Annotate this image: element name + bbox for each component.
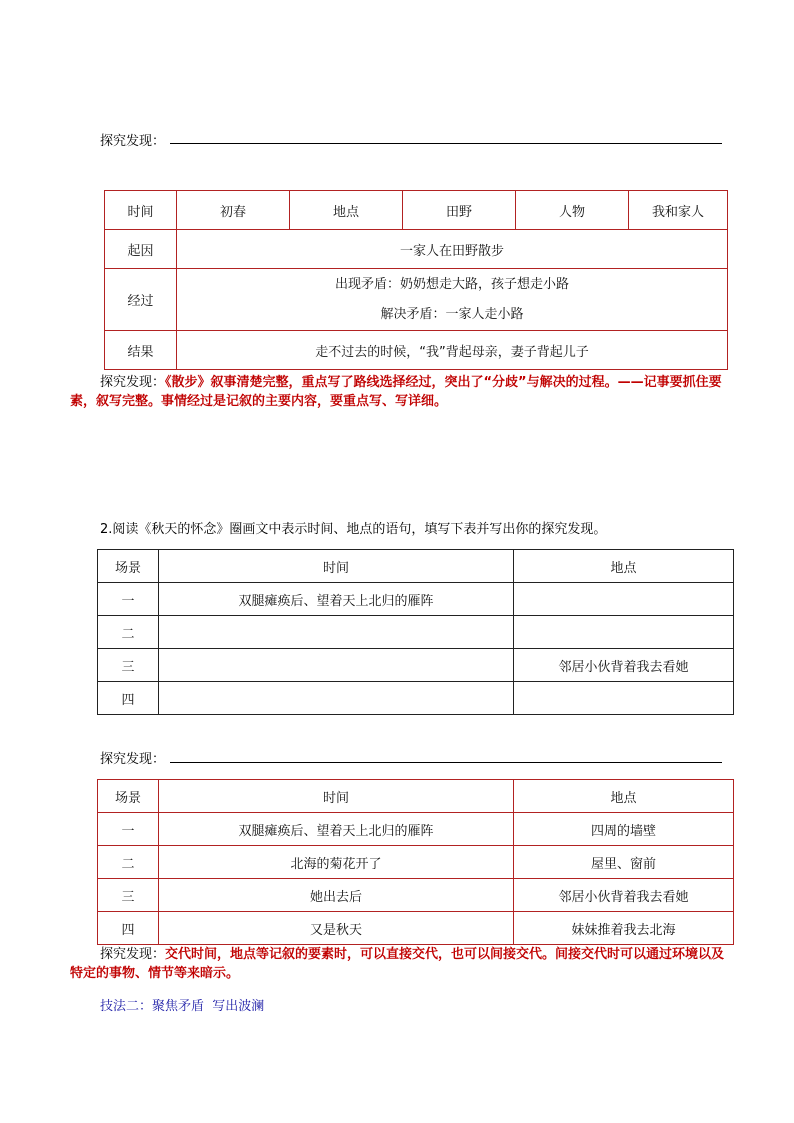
table-row [105,331,728,370]
place-cell: 四周的墙壁 [514,813,734,846]
finding-paragraph-2 [70,945,730,983]
table-header-row [98,780,734,813]
answer-scene-table [97,779,734,945]
time-cell[interactable] [159,682,514,715]
header-cell: 时间 [105,191,177,230]
answer-blank-line-2[interactable] [170,762,722,763]
table-header-row [105,191,728,230]
technique-heading: 技法二：聚焦矛盾 写出波澜 [100,999,265,1014]
content-line: 解决矛盾：一家人走小路 [380,306,524,322]
header-cell: 时间 [159,780,514,813]
header-cell: 我和家人 [629,191,728,230]
scene-cell: 二 [98,846,159,879]
story-elements-table [104,190,728,370]
place-cell: 邻居小伙背着我去看她 [514,879,734,912]
scene-cell: 三 [98,649,159,682]
content-line: 出现矛盾：奶奶想走大路，孩子想走小路 [334,276,569,292]
row-label: 起因 [105,230,177,269]
scene-cell: 四 [98,682,159,715]
finding-prefix: 探究发现： [100,947,166,962]
row-content: 一家人在田野散步 [177,230,728,269]
finding-body-text: 交代时间，地点等记叙的要素时，可以直接交代，也可以间接交代。间接交代时可以通过环境以及特定的事物、情节等来暗示。 [70,947,725,981]
header-cell: 地点 [290,191,403,230]
header-cell: 时间 [159,550,514,583]
header-cell: 场景 [98,550,159,583]
place-cell[interactable]: 邻居小伙背着我去看她 [514,649,734,682]
time-cell[interactable] [159,649,514,682]
header-cell: 人物 [516,191,629,230]
table-row [98,649,734,682]
table-row [98,583,734,616]
row-content [177,269,728,331]
header-cell: 初春 [177,191,290,230]
table-row [98,682,734,715]
finding-label-2: 探究发现： [100,752,166,767]
scene-cell: 三 [98,879,159,912]
table-row [98,879,734,912]
finding-paragraph-1 [70,373,730,411]
table-row [105,269,728,331]
table-row [98,616,734,649]
time-cell[interactable] [159,616,514,649]
table-row [98,846,734,879]
header-cell: 场景 [98,780,159,813]
time-cell: 双腿瘫痪后、望着天上北归的雁阵 [159,813,514,846]
place-cell[interactable] [514,583,734,616]
row-label: 经过 [105,269,177,331]
answer-blank-line-1[interactable] [170,143,722,144]
table-row [105,230,728,269]
scene-cell: 一 [98,583,159,616]
finding-label-1: 探究发现： [100,134,166,149]
finding-bold-text: 《散步》叙事清楚完整，重点写了路线选择经过，突出了“分歧”与解决的过程。——记事要抓住要素，叙写完整。事情经过是记叙的主要内容，要重点写、写详细。 [70,375,722,409]
blank-scene-table [97,549,734,715]
place-cell: 妹妹推着我去北海 [514,912,734,945]
finding-prefix: 探究发现： [100,375,166,390]
header-cell: 地点 [514,780,734,813]
row-label: 结果 [105,331,177,370]
table-header-row [98,550,734,583]
scene-cell: 四 [98,912,159,945]
time-cell: 北海的菊花开了 [159,846,514,879]
table-row [98,813,734,846]
time-cell: 又是秋天 [159,912,514,945]
header-cell: 地点 [514,550,734,583]
place-cell[interactable] [514,616,734,649]
time-cell[interactable]: 双腿瘫痪后、望着天上北归的雁阵 [159,583,514,616]
place-cell[interactable] [514,682,734,715]
header-cell: 田野 [403,191,516,230]
table-row [98,912,734,945]
row-content: 走不过去的时候，“我”背起母亲，妻子背起儿子 [177,331,728,370]
scene-cell: 一 [98,813,159,846]
place-cell: 屋里、窗前 [514,846,734,879]
question-2: 2.阅读《秋天的怀念》圈画文中表示时间、地点的语句，填写下表并写出你的探究发现。 [100,522,607,537]
scene-cell: 二 [98,616,159,649]
time-cell: 她出去后 [159,879,514,912]
